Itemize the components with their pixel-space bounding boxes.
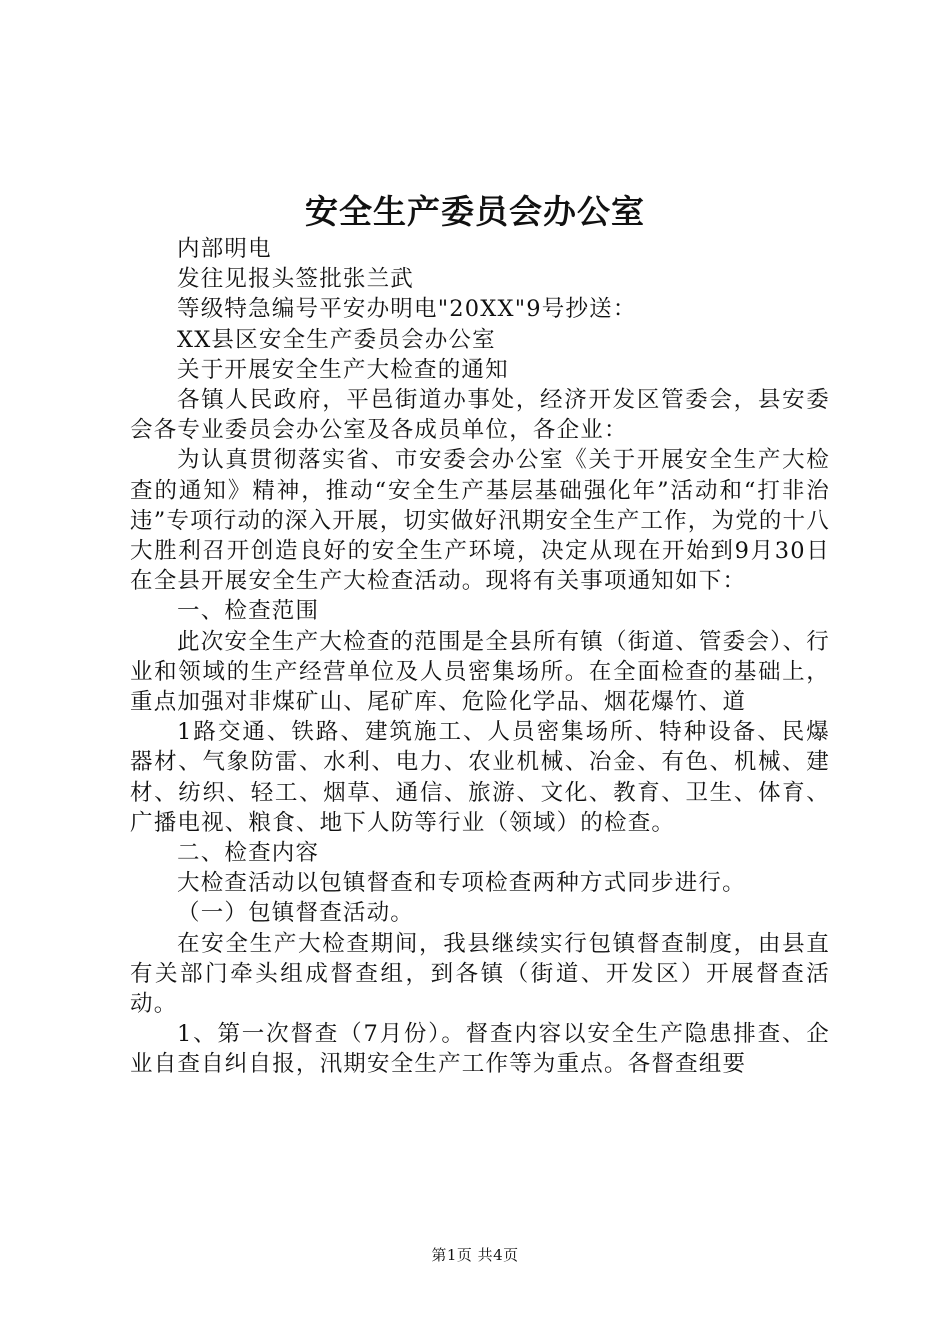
header-line-office: XX县区安全生产委员会办公室 bbox=[177, 326, 496, 353]
section-heading-content: 二、检查内容 bbox=[177, 840, 320, 867]
page-footer: 第1页 共4页 bbox=[431, 1246, 519, 1264]
notice-subject: 关于开展安全生产大检查的通知 bbox=[177, 356, 509, 383]
paragraph-first-inspection: 1、第一次督查（7月份）。督查内容以安全生产隐患排查、企业自查自纠自报，汛期安全生产工作等为重点。各督查组要 bbox=[130, 1021, 830, 1078]
header-line-internal: 内部明电 bbox=[177, 236, 272, 262]
document-body bbox=[130, 234, 830, 1080]
header-line-send: 发往见报头签批张兰武 bbox=[177, 266, 415, 293]
paragraph-methods: 大检查活动以包镇督查和专项检查两种方式同步进行。 bbox=[177, 870, 746, 897]
subsection-heading-supervision: （一）包镇督查活动。 bbox=[177, 900, 415, 927]
paragraph-scope: 此次安全生产大检查的范围是全县所有镇（街道、管委会）、行业和领域的生产经营单位及人员密集场所。在全面检查的基础上，重点加强对非煤矿山、尾矿库、危险化学品、烟花爆竹、道 bbox=[130, 628, 830, 716]
paragraph-scope-continued: 1路交通、铁路、建筑施工、人员密集场所、特种设备、民爆器材、气象防雷、水利、电力、农业机械、冶金、有色、机械、建材、纺织、轻工、烟草、通信、旅游、文化、教育、卫生、体育、广播电视、粮食、地下人防等行业（领域）的检查。 bbox=[130, 719, 830, 836]
paragraph-intro: 为认真贯彻落实省、市安委会办公室《关于开展安全生产大检查的通知》精神，推动“安全生产基层基础强化年”活动和“打非治违”专项行动的深入开展，切实做好汛期安全生产工作，为党的十八大胜利召开创造良好的安全生产环境，决定从现在开始到9月30日在全县开展安全生产大检查活动。现将有关事项通知如下： bbox=[130, 447, 831, 595]
paragraph-recipients: 各镇人民政府，平邑街道办事处，经济开发区管委会，县安委会各专业委员会办公室及各成员单位，各企业： bbox=[130, 387, 830, 444]
document-title: 安全生产委员会办公室 bbox=[305, 192, 645, 231]
section-heading-scope: 一、检查范围 bbox=[177, 598, 320, 625]
header-line-level: 等级特急编号平安办明电"20XX"9号抄送： bbox=[177, 296, 637, 323]
paragraph-supervision: 在安全生产大检查期间，我县继续实行包镇督查制度，由县直有关部门牵头组成督查组，到各镇（街道、开发区）开展督查活动。 bbox=[130, 930, 830, 1018]
